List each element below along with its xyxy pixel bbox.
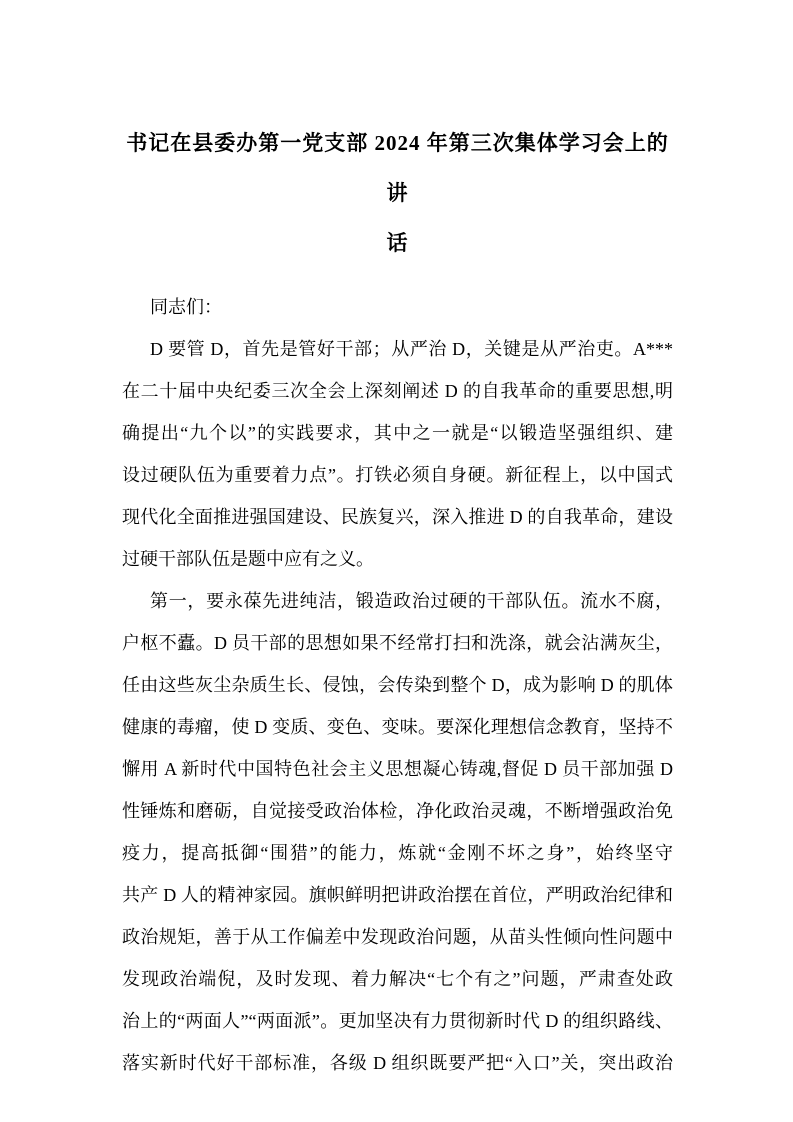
text-line: 现代化全面推进强国建设、民族复兴，深入推进 D 的自我革命，建设 bbox=[122, 507, 673, 527]
text-line: 同志们： bbox=[150, 297, 222, 317]
text-line: 设过硬队伍为重要着力点”。打铁必须自身硬。新征程上，以中国式 bbox=[122, 465, 673, 485]
title-line-2: 话 bbox=[386, 231, 409, 255]
text-line: 在二十届中央纪委三次全会上深刻阐述 D 的自我革命的重要思想,明 bbox=[122, 381, 673, 401]
text-line: 落实新时代好干部标准，各级 D 组织既要严把“入口”关，突出政治 bbox=[122, 1053, 673, 1073]
text-line: 治上的“两面人”“两面派”。更加坚决有力贯彻新时代 D 的组织路线、 bbox=[122, 1011, 673, 1031]
text-line: 第一，要永葆先进纯洁，锻造政治过硬的干部队伍。流水不腐， bbox=[150, 591, 673, 611]
text-line: 疫力，提高抵御“围猎”的能力，炼就“金刚不坏之身”，始终坚守 bbox=[122, 843, 673, 863]
text-line: 任由这些灰尘杂质生长、侵蚀，会传染到整个 D，成为影响 D 的肌体 bbox=[122, 675, 673, 695]
text-line: 政治规矩，善于从工作偏差中发现政治问题，从苗头性倾向性问题中 bbox=[122, 927, 673, 947]
document-title bbox=[122, 118, 673, 268]
text-line: 过硬干部队伍是题中应有之义。 bbox=[122, 549, 374, 569]
text-line: 户枢不蠹。D 员干部的思想如果不经常打扫和洗涤，就会沾满灰尘， bbox=[122, 633, 673, 653]
text-line: 发现政治端倪，及时发现、着力解决“七个有之”问题，严肃查处政 bbox=[122, 969, 673, 989]
text-line: 性锤炼和磨砺，自觉接受政治体检，净化政治灵魂，不断增强政治免 bbox=[122, 801, 673, 821]
text-line: 共产 D 人的精神家园。旗帜鲜明把讲政治摆在首位，严明政治纪律和 bbox=[122, 885, 673, 905]
document-body bbox=[122, 286, 673, 1084]
text-line: 健康的毒瘤，使 D 变质、变色、变味。要深化理想信念教育，坚持不 bbox=[122, 717, 673, 737]
text-line: 确提出“九个以”的实践要求，其中之一就是“以锻造坚强组织、建 bbox=[122, 423, 673, 443]
title-line-1: 书记在县委办第一党支部 2024 年第三次集体学习会上的讲 bbox=[126, 131, 669, 205]
text-line: D 要管 D，首先是管好干部；从严治 D，关键是从严治吏。A*** bbox=[150, 339, 673, 359]
text-line: 懈用 A 新时代中国特色社会主义思想凝心铸魂,督促 D 员干部加强 D bbox=[122, 759, 673, 779]
